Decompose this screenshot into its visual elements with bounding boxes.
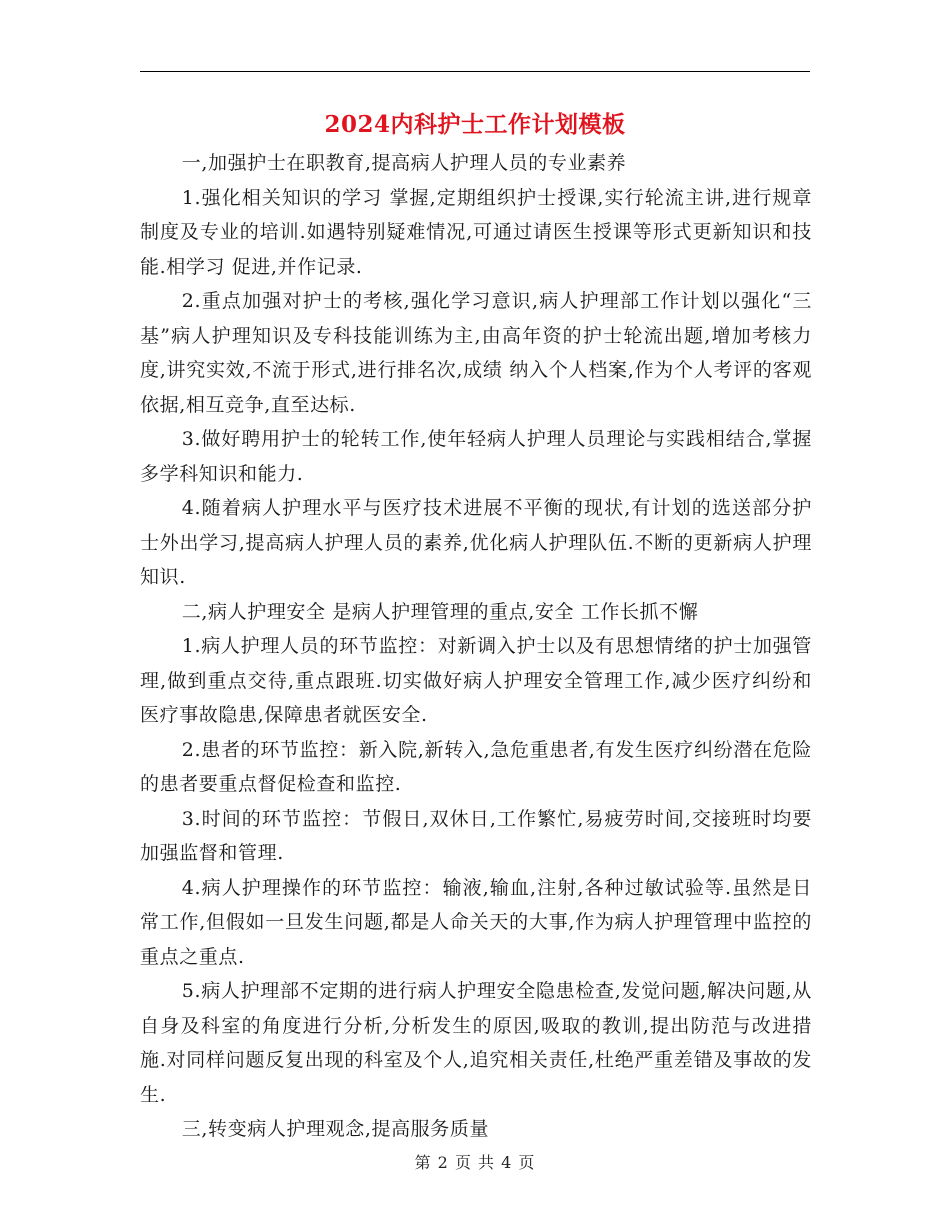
document-title: 2024内科护士工作计划模板 [324,111,626,138]
section-heading-1: 一,加强护士在职教育,提高病人护理人员的专业素养 [181,152,627,174]
paragraph: 1.强化相关知识的学习 掌握,定期组织护士授课,实行轮流主讲,进行规章制度及专业的培训.如遇特别疑难情况,可通过请医生授课等形式更新知识和技能.相学习 促进,并作记录. [140,186,812,278]
paragraph: 2.重点加强对护士的考核,强化学习意识,病人护理部工作计划以强化“三基”病人护理知识及专科技能训练为主,由高年资的护士轮流出题,增加考核力度,讲究实效,不流于形式,进行排名次,成绩 纳入个人档案,作为个人考评的客观依据,相互竞争,直至达标. [140,290,812,416]
paragraph: 4.病人护理操作的环节监控：输液,输血,注射,各种过敏试验等.虽然是日常工作,但假如一旦发生问题,都是人命关天的大事,作为病人护理管理中监控的重点之重点. [140,876,812,968]
paragraph: 3.做好聘用护士的轮转工作,使年轻病人护理人员理论与实践相结合,掌握多学科知识和能力. [140,428,812,485]
paragraph: 2.患者的环节监控：新入院,新转入,急危重患者,有发生医疗纠纷潜在危险的患者要重点督促检查和监控. [140,738,812,795]
header-rule [140,71,810,72]
page-number-footer: 第 2 页 共 4 页 [414,1153,536,1172]
paragraph: 4.随着病人护理水平与医疗技术进展不平衡的现状,有计划的选送部分护士外出学习,提高病人护理人员的素养,优化病人护理队伍.不断的更新病人护理知识. [140,497,812,588]
section-heading-2: 二,病人护理安全 是病人护理管理的重点,安全 工作长抓不懈 [181,600,699,623]
paragraph: 1.病人护理人员的环节监控：对新调入护士以及有思想情绪的护士加强管理,做到重点交待,重点跟班.切实做好病人护理安全管理工作,减少医疗纠纷和医疗事故隐患,保障患者就医安全. [140,635,812,726]
paragraph: 3.时间的环节监控：节假日,双休日,工作繁忙,易疲劳时间,交接班时均要加强监督和管理. [140,807,812,864]
paragraph: 5.病人护理部不定期的进行病人护理安全隐患检查,发觉问题,解决问题,从自身及科室的角度进行分析,分析发生的原因,吸取的教训,提出防范与改进措施.对同样问题反复出现的科室及个人,追究相关责任,杜绝严重差错及事故的发生. [140,980,812,1106]
section-heading-3: 三,转变病人护理观念,提高服务质量 [181,1118,490,1140]
document-body [140,146,812,1147]
